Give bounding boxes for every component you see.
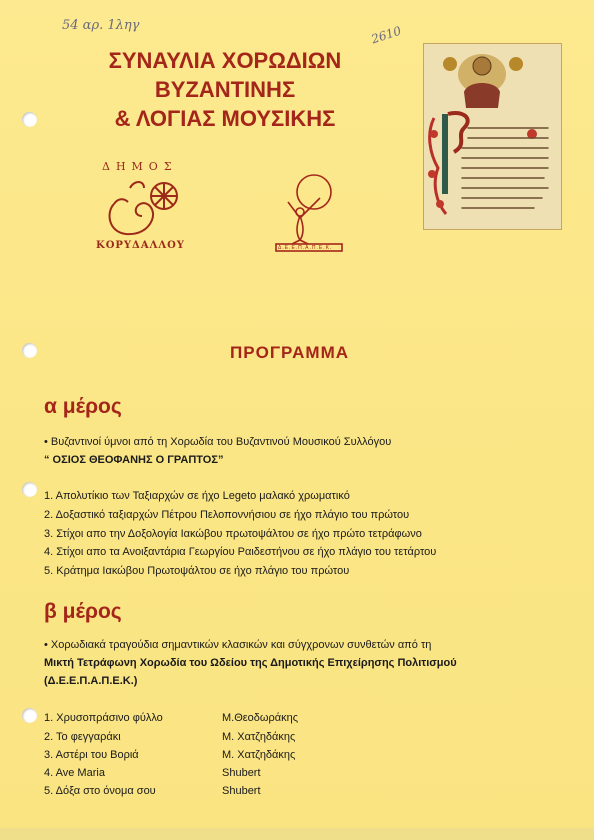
title-line-1: ΣΥΝΑΥΛΙΑ ΧΟΡΩΔΙΩΝ — [108, 48, 342, 73]
part-a-item: 1. Απολυτίκιο των Ταξιαρχών σε ήχο Legeto μαλακό χρωματικό — [44, 490, 350, 502]
punch-hole — [22, 482, 37, 497]
punch-hole — [22, 343, 37, 358]
title-line-3: & ΛΟΓΙΑΣ ΜΟΥΣΙΚΗΣ — [114, 106, 336, 131]
handwritten-number: 2610 — [369, 23, 403, 47]
part-a-item: 3. Στίχοι απο την Δοξολογία Ιακώβου πρωτοψάλτου σε ήχο πρώτο τετράφωνο — [44, 528, 422, 540]
part-b-intro: • Χορωδιακά τραγούδια σημαντικών κλασικών και σύγχρονων συνθετών από τη — [44, 639, 432, 651]
song-title: 5. Δόξα στο όνομα σου — [44, 785, 156, 797]
page-edge — [0, 828, 594, 840]
part-a-item: 2. Δοξαστικό ταξιαρχών Πέτρου Πελοποννήσιου σε ήχο πλάγιο του πρώτου — [44, 509, 410, 521]
song-title: 4. Ave Maria — [44, 767, 105, 779]
title-line-2: ΒΥΖΑΝΤΙΝΗΣ — [154, 77, 296, 102]
manuscript-illustration — [424, 44, 561, 229]
part-a-item: 5. Κράτημα Ιακώβου Πρωτοψάλτου σε ήχο πλάγιο του πρώτου — [44, 565, 350, 577]
part-a-heading: α μέρος — [44, 395, 122, 418]
part-b-choir-line: Μικτή Τετράφωνη Χορωδία του Ωδείου της Δημοτικής Επιχείρησης Πολιτισμού — [44, 657, 457, 669]
song-composer: Shubert — [222, 785, 261, 797]
logo-bottom-text: ΚΟΡΥΔΑΛΛΟΥ — [96, 240, 185, 251]
logo-top-text: ΔΗΜΟΣ — [102, 160, 178, 173]
handwritten-note: 54 αρ. 1ληγ — [62, 18, 140, 33]
punch-hole — [22, 708, 37, 723]
part-a-item: 4. Στίχοι απο τα Ανοιξαντάρια Γεωργίου Ραιδεστήνου σε ήχο πλάγιο του τετάρτου — [44, 546, 437, 558]
song-composer: Μ. Χατζηδάκης — [222, 749, 296, 761]
song-title: 2. Το φεγγαράκι — [44, 731, 121, 743]
song-title: 1. Χρυσοπράσινο φύλλο — [44, 712, 163, 724]
song-composer: Shubert — [222, 767, 261, 779]
part-a-choir-name: “ ΟΣΙΟΣ ΘΕΟΦΑΝΗΣ Ο ΓΡΑΠΤΟΣ” — [44, 454, 224, 466]
conservatory-logo — [270, 168, 350, 253]
vase-emblem-icon — [104, 174, 188, 240]
part-b-choir-abbr: (Δ.Ε.Ε.Π.Α.Π.Ε.Κ.) — [44, 675, 138, 687]
song-title: 3. Αστέρι του Βοριά — [44, 749, 139, 761]
byzantine-manuscript-icon — [423, 43, 562, 230]
part-b-heading: β μέρος — [44, 600, 122, 623]
song-composer: Μ.Θεοδωράκης — [222, 712, 299, 724]
logo-caption: Δ.Ε.Ε.Π.Α.Π.Ε.Κ. — [278, 245, 333, 251]
part-a-intro: • Βυζαντινοί ύμνοι από τη Χορωδία του Βυζαντινού Μουσικού Συλλόγου — [44, 436, 392, 448]
punch-hole — [22, 112, 37, 127]
program-heading: ΠΡΟΓΡΑΜΜΑ — [230, 343, 350, 362]
municipality-logo — [96, 160, 196, 255]
singer-figure-icon — [270, 168, 350, 253]
song-composer: Μ. Χατζηδάκης — [222, 731, 296, 743]
